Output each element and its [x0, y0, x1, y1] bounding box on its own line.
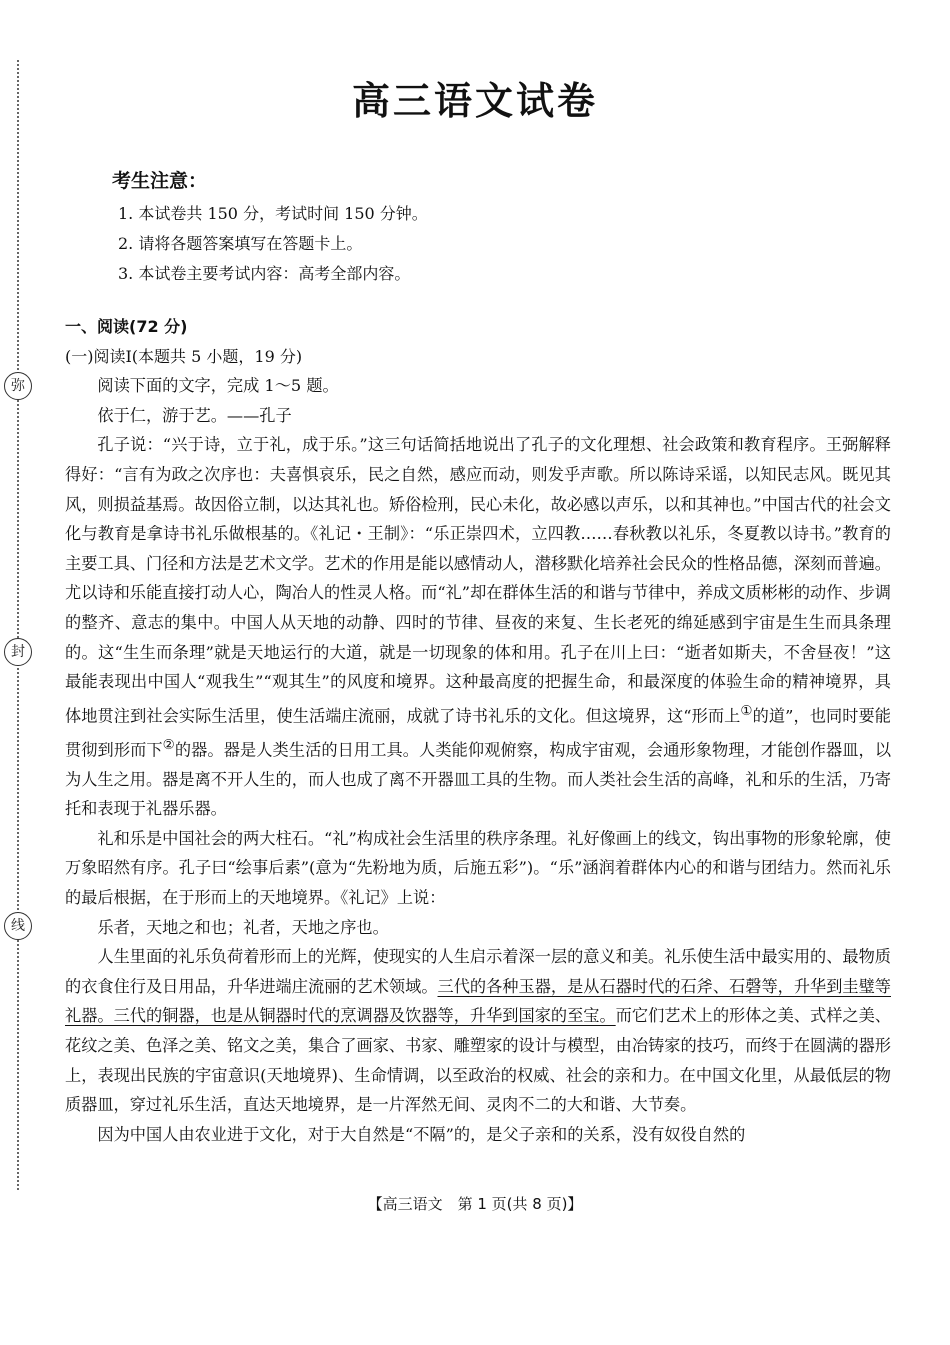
notice-heading: 考生注意： [112, 170, 208, 192]
exam-notice [112, 166, 832, 289]
reading-section [65, 312, 891, 1149]
footnote-marker-1: ① [740, 702, 753, 719]
seal-mark-xian: 线 [4, 912, 32, 940]
notice-item: 3. 本试卷主要考试内容：高考全部内容。 [118, 264, 411, 283]
paragraph-1: 孔子说：“兴于诗，立于礼，成于乐。”这三句话简括地说出了孔子的文化理想、社会政策和教育程序。王弼解释得好：“言有为政之次序也：夫喜惧哀乐，民之自然，感应而动，则发乎声歌。所以陈诗采谣，以知民志风。既见其风，则损益基焉。故因俗立制，以达其礼也。矫俗检刑，民心未化，故必感以声乐，以和其神也。”中国古代的社会文化与教育是拿诗书礼乐做根基的。《礼记・王制》：“乐正崇四术，立四教……春秋教以礼乐，冬夏教以诗书。”教育的主要工具、门径和方法是艺术文学。艺术的作用是能以感情动人，潜移默化培养社会民众的性格品德，深刻而普遍。尤以诗和乐能直接打动人心，陶冶人的性灵人格。而“礼”却在群体生活的和谐与节律中，养成文质彬彬的动作、步调的整齐、意志的集中。中国人从天地的动静、四时的节律、昼夜的来复、生长老死的绵延感到宇宙是生生而具条理的。这“生生而条理”就是天地运行的大道，就是一切现象的体和用。孔子在川上曰：“逝者如斯夫，不舍昼夜！”这最能表现出中国人“观我生”“观其生”的风度和境界。这种最高度的把握生命，和最深度的体验生命的精神境界，具体地贯注到社会实际生活里，使生活端庄流丽，成就了诗书礼乐的文化。但这境界，这“形而上①的道”，也同时要能贯彻到形而下②的器。器是人类生活的日用工具。人类能仰观俯察，构成宇宙观，会通形象物理，才能创作器皿，以为人生之用。器是离不开人生的，而人也成了离不开器皿工具的生物。而人类社会生活的高峰，礼和乐的生活，乃寄托和表现于礼器乐器。 [65, 435, 892, 819]
section-subtitle: (一)阅读Ⅰ(本题共 5 小题，19 分) [65, 346, 303, 366]
footnote-marker-2: ② [162, 736, 175, 753]
notice-item: 2. 请将各题答案填写在答题卡上。 [118, 234, 363, 253]
section-title: 一、阅读(72 分) [65, 317, 188, 336]
paragraph-3-quote: 乐者，天地之和也；礼者，天地之序也。 [97, 917, 389, 937]
paragraph-2: 礼和乐是中国社会的两大柱石。“礼”构成社会生活里的秩序条理。礼好像画上的线文，钩出事物的形象轮廓，使万象昭然有序。孔子曰“绘事后素”(意为“先粉地为质，后施五彩”)。“乐”涵润着群体内心的和谐与团结力。然而礼乐的最后根据，在于形而上的天地境界。《礼记》上说： [65, 828, 891, 908]
seal-mark-mi: 弥 [4, 372, 32, 400]
instruction: 阅读下面的文字，完成 1～5 题。 [97, 376, 339, 396]
page-title: 高三语文试卷 [351, 79, 598, 123]
binding-dotted-line [17, 60, 19, 1190]
paragraph-4: 人生里面的礼乐负荷着形而上的光辉，使现实的人生启示着深一层的意义和美。礼乐使生活中最实用的、最物质的衣食住行及日用品，升华进端庄流丽的艺术领域。三代的各种玉器，是从石器时代的石斧、石磬等，升华到圭璧等礼器。三代的铜器，也是从铜器时代的烹调器及饮器等，升华到国家的至宝。而它们艺术上的形体之美、式样之美、花纹之美、色泽之美、铭文之美，集合了画家、书家、雕塑家的设计与模型，由冶铸家的技巧，而终于在圆满的器形上，表现出民族的宇宙意识(天地境界)、生命情调，以至政治的权威、社会的亲和力。在中国文化里，从最低层的物质器皿，穿过礼乐生活，直达天地境界，是一片浑然无间、灵肉不二的大和谐、大节奏。 [65, 947, 891, 1115]
epigraph: 依于仁，游于艺。——孔子 [97, 405, 292, 425]
notice-item: 1. 本试卷共 150 分，考试时间 150 分钟。 [118, 204, 428, 223]
seal-mark-feng: 封 [4, 638, 32, 666]
underlined-sentence: 三代的各种玉器，是从石器时代的石斧、石磬等，升华到圭璧等礼器。三代的铜器，也是从铜器时代的烹调器及饮器等，升华到国家的至宝。 [65, 976, 891, 1026]
page-footer: 【高三语文 第 1 页(共 8 页)】 [367, 1195, 583, 1213]
paragraph-5: 因为中国人由农业进于文化，对于大自然是“不隔”的，是父子亲和的关系，没有奴役自然的 [97, 1124, 746, 1144]
